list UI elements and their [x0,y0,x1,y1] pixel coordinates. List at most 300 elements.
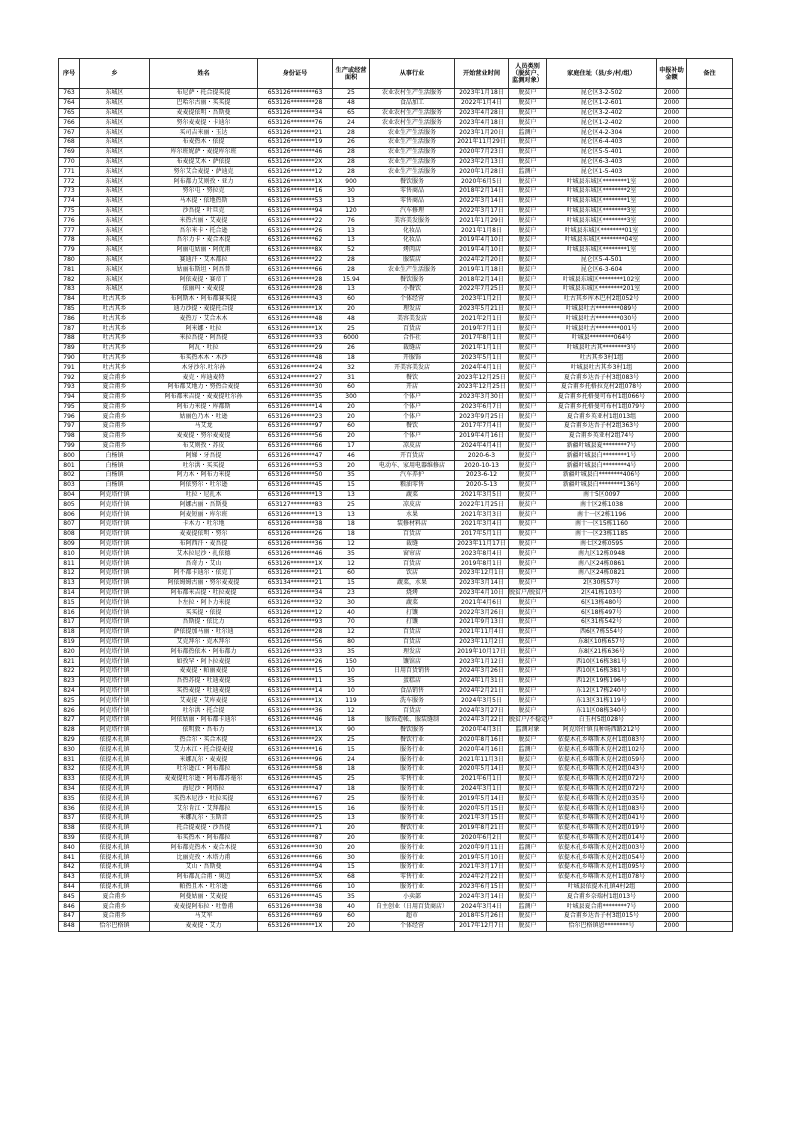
table-row [59,696,733,706]
table-cell: 叶城县东城区********04室 [547,235,657,245]
table-cell: 东11区08栋340号 [547,706,657,716]
table-cell: 百货店 [370,627,455,637]
table-cell: 白杨镇 [80,461,150,471]
table-cell: 超市 [370,911,455,921]
table-cell [687,510,733,520]
table-cell: 2000 [657,451,687,461]
table-cell: 打馕 [370,608,455,618]
table-cell: 水果 [370,510,455,520]
table-cell: 809 [59,539,80,549]
table-cell: 2000 [657,882,687,892]
table-cell: 阿瓦・吐拉 [150,343,258,353]
table-cell [687,764,733,774]
table-cell: 依提木孔乡喀斯木克村2组054号 [547,853,657,863]
table-cell: 120 [333,206,370,216]
table-cell: 东城区 [80,284,150,294]
table-cell: 771 [59,167,80,177]
table-cell: 60 [333,569,370,579]
table-cell: 夏合甫乡 [80,902,150,912]
table-cell: 20 [333,921,370,931]
table-cell: 服务行业 [370,833,455,843]
table-cell: 阿依努尔・吐尔逊 [150,480,258,490]
table-cell: 服务行业 [370,862,455,872]
table-cell: 2000 [657,598,687,608]
table-cell: 阿布都瓦合甫・奥迈 [150,872,258,882]
table-cell: 馕馆店 [370,657,455,667]
table-row [59,686,733,696]
table-cell: 蔬菜 [370,598,455,608]
table-cell: 托合提麦提・沙吾提 [150,823,258,833]
table-cell: 阿克塔什镇 [80,539,150,549]
table-cell: 阿依麦提・赛帝丁 [150,275,258,285]
table-cell [687,422,733,432]
table-cell: 脱贫户 [509,911,547,921]
table-cell: 脱贫户 [509,294,547,304]
table-cell: 796 [59,412,80,422]
table-cell: 2000 [657,706,687,716]
table-cell: 餐饮服务 [370,725,455,735]
table-cell: 依提木孔镇 [80,745,150,755]
table-cell: 昆仑区5-5-401 [547,147,657,157]
table-cell: 依提木孔镇 [80,823,150,833]
table-cell: 2000 [657,422,687,432]
table-cell: 南七区2栋0595 [547,539,657,549]
table-cell: 2020年1月28日 [455,167,509,177]
table-cell: 772 [59,177,80,187]
table-cell: 787 [59,324,80,334]
table-row [59,569,733,579]
table-cell: 20 [333,412,370,422]
table-cell: 60 [333,911,370,921]
table-cell: 阿克塔什镇良种场西路212号 [547,725,657,735]
table-cell: 脱贫户 [509,255,547,265]
table-cell [687,892,733,902]
table-cell: 农业农村生产生活服务 [370,108,455,118]
table-cell [687,382,733,392]
table-cell: 阿娣・牙吾提 [150,451,258,461]
table-cell: 窗帘店 [370,549,455,559]
table-cell: 脱贫户 [509,794,547,804]
table-cell: 653126********45 [258,774,333,784]
table-row [59,265,733,275]
table-cell [687,872,733,882]
table-cell: 2000 [657,402,687,412]
table-cell: 2000 [657,284,687,294]
table-cell: 770 [59,157,80,167]
table-cell: 阿克塔什镇 [80,520,150,530]
table-cell: 脱贫户 [509,667,547,677]
table-cell: 夏合甫乡托格曼可布村1组066号 [547,392,657,402]
table-cell: 脱贫户 [509,559,547,569]
table-cell: 35 [333,647,370,657]
table-row [59,510,733,520]
table-cell: 依提木孔镇 [80,882,150,892]
table-cell: 米娜瓦尔・麦麦提 [150,755,258,765]
table-cell: 艾克拜尔・克木拜尔 [150,637,258,647]
table-row [59,667,733,677]
table-cell: 自主创业（日用百货商店） [370,902,455,912]
table-cell: 麦麦提吐尔逊・阿布都苏毫尔 [150,774,258,784]
table-cell [687,235,733,245]
table-cell: 零售行业 [370,872,455,882]
table-cell: 餐饮 [370,373,455,383]
table-cell: 阿克塔什镇 [80,647,150,657]
table-cell: 南十区2栋1038 [547,500,657,510]
table-cell: 叶城县东城区********3室 [547,206,657,216]
table-cell: 叶城县东城区********1室 [547,196,657,206]
table-row [59,167,733,177]
table-cell: 653126********94 [258,862,333,872]
table-cell: 653126********15 [258,667,333,677]
table-cell: 服务行业 [370,764,455,774]
table-cell: 东城区 [80,265,150,275]
table-cell: 788 [59,333,80,343]
table-cell: 2018年2月14日 [455,275,509,285]
table-cell: 脱贫户 [509,627,547,637]
table-cell: 叶城县吐古********089号 [547,304,657,314]
table-cell [687,431,733,441]
table-cell: 25 [333,735,370,745]
table-cell: 18 [333,353,370,363]
table-cell [687,569,733,579]
table-cell: 802 [59,471,80,481]
table-cell: 2000 [657,745,687,755]
table-cell: 2023年11月17日 [455,539,509,549]
table-cell: 18 [333,529,370,539]
table-cell: 脱贫户 [509,529,547,539]
table-cell [687,725,733,735]
table-cell: 6区31栋542号 [547,618,657,628]
table-cell: 阿布都米吉提・吐拉麦提 [150,588,258,598]
table-cell: 脱贫户 [509,353,547,363]
table-cell: 西10区16栋381号 [547,657,657,667]
table-cell: 布阿西汗・麦吾提 [150,539,258,549]
table-cell: 13 [333,813,370,823]
table-cell: 吐古其乡 [80,353,150,363]
table-cell: 监测户 [509,902,547,912]
table-cell: 脱贫户 [509,216,547,226]
table-cell: 842 [59,862,80,872]
table-cell: 13 [333,235,370,245]
table-cell [687,902,733,912]
table-cell: 811 [59,559,80,569]
table-row [59,853,733,863]
table-cell: 白杨镇 [80,451,150,461]
table-row [59,89,733,99]
table-cell: 阿克塔什镇 [80,667,150,677]
table-cell: 653126********29 [258,343,333,353]
table-cell: 2000 [657,588,687,598]
table-cell: 农业生产生活服务 [370,137,455,147]
table-cell: 6000 [333,333,370,343]
table-cell: 新疆叶城县夏********7号 [547,441,657,451]
table-cell: 2000 [657,902,687,912]
table-cell: 838 [59,823,80,833]
table-cell: 木牙沙尔.吐尔孙 [150,363,258,373]
table-cell: 653126********1X [258,696,333,706]
table-cell: 2023年6月15日 [455,882,509,892]
table-cell: 829 [59,735,80,745]
table-cell: 脱贫户 [509,578,547,588]
table-cell: 农业生产生活服务 [370,157,455,167]
table-cell: 脱贫户 [509,422,547,432]
table-cell [687,745,733,755]
table-cell: 2000 [657,804,687,814]
table-cell: 2000 [657,500,687,510]
table-cell: 东城区 [80,226,150,236]
table-row [59,716,733,726]
header-cell: 乡 [80,59,150,89]
table-cell: 2024年3月22日 [455,716,509,726]
table-row [59,324,733,334]
table-cell: 麦麦提・努尔麦麦提 [150,431,258,441]
table-cell: 吐古其乡 [80,333,150,343]
table-cell: 阿克塔什镇 [80,500,150,510]
table-cell: 夏合甫乡 [80,431,150,441]
table-cell: 脱贫户 [509,520,547,530]
table-cell: 艾木拉尼沙・扎依德 [150,549,258,559]
table-row [59,382,733,392]
table-cell: 叶城县吐古********001号 [547,324,657,334]
table-cell: 2000 [657,471,687,481]
table-cell: 布买热木木・木沙 [150,353,258,363]
table-cell: 脱贫户 [509,569,547,579]
table-cell: 31 [333,373,370,383]
table-cell [687,226,733,236]
table-cell: 653126********32 [258,598,333,608]
table-cell: 15 [333,480,370,490]
table-cell: 吾尔米卡・托合逊 [150,226,258,236]
table-cell: 农业农村生产生活服务 [370,89,455,99]
table-cell: 70 [333,618,370,628]
table-cell: 653126********97 [258,422,333,432]
table-cell: 90 [333,725,370,735]
table-cell: 依提木孔乡喀斯木克村2组003号 [547,843,657,853]
table-row [59,784,733,794]
table-cell: 服务行业 [370,755,455,765]
table-cell: 653126********43 [258,294,333,304]
table-cell: 773 [59,186,80,196]
table-row [59,373,733,383]
table-cell: 昆仑区1-5-403 [547,167,657,177]
table-cell: 农业生产生活服务 [370,128,455,138]
table-cell: 脱贫户 [509,647,547,657]
table-cell: 化妆品 [370,226,455,236]
subsidy-table [58,58,733,932]
table-cell: 653126********33 [258,333,333,343]
table-cell: 2区30栋57号 [547,578,657,588]
table-cell: 2000 [657,764,687,774]
table-row [59,294,733,304]
table-cell: 白玉村5组028号 [547,716,657,726]
table-cell: 脱贫户 [509,471,547,481]
table-cell: 2000 [657,667,687,677]
table-cell: 841 [59,853,80,863]
table-cell: 653126********46 [258,716,333,726]
table-cell: 服饰造帐、服装缝制 [370,716,455,726]
table-cell: 米娜瓦尔・玉斯音 [150,813,258,823]
table-cell: 816 [59,608,80,618]
table-cell: 脱贫户 [509,549,547,559]
table-row [59,911,733,921]
table-cell: 18 [333,764,370,774]
table-cell: 2017年7月4日 [455,422,509,432]
table-cell: 815 [59,598,80,608]
table-cell: 653126********38 [258,902,333,912]
table-cell: 南十一区2栋1196 [547,510,657,520]
table-cell: 叶城县东城区********01室 [547,226,657,236]
table-cell: 依提木孔镇 [80,735,150,745]
table-cell: 900 [333,177,370,187]
table-cell: 依提木孔镇 [80,784,150,794]
table-cell: 12 [333,539,370,549]
table-cell [687,696,733,706]
table-cell: 脱贫户 [509,872,547,882]
table-cell: 阿克塔什镇 [80,529,150,539]
table-cell: 2000 [657,549,687,559]
table-cell: 昆仑区1-2-601 [547,98,657,108]
table-cell: 18 [333,716,370,726]
table-cell: 夏合甫乡托格拉克村2组078号 [547,382,657,392]
table-cell: 马艾龙 [150,422,258,432]
table-cell: 653126********66 [258,265,333,275]
table-cell: 汽车修理 [370,206,455,216]
table-row [59,304,733,314]
table-cell: 脱贫户 [509,853,547,863]
table-row [59,235,733,245]
table-cell: 653126********25 [258,813,333,823]
table-cell: 653126********1X [258,559,333,569]
table-cell: 653126********2X [258,157,333,167]
table-row [59,147,733,157]
table-cell: 799 [59,441,80,451]
table-cell: 布麦提艾木・萨依提 [150,157,258,167]
table-cell: 叶城县东城区********201室 [547,284,657,294]
table-cell: 653126********15 [258,804,333,814]
table-cell: 姑丽色乃木・吐逊 [150,412,258,422]
table-cell: 653126********19 [258,137,333,147]
table-row [59,431,733,441]
table-cell: 653126********1X [258,725,333,735]
table-cell: 东城区 [80,118,150,128]
table-cell: 阿克塔什镇 [80,598,150,608]
table-cell [687,451,733,461]
table-cell: 脱贫户 [509,118,547,128]
table-cell [687,177,733,187]
table-cell: 653126********2X [258,735,333,745]
table-cell: 夏合甫乡 [80,441,150,451]
table-cell: 2000 [657,265,687,275]
table-cell: 脱贫户 [509,431,547,441]
table-cell: 服务行业 [370,804,455,814]
table-cell: 2021年4月6日 [455,598,509,608]
table-cell: 15 [333,578,370,588]
table-cell [687,471,733,481]
table-cell: 2024年1月31日 [455,676,509,686]
table-cell: 个体经营 [370,921,455,931]
table-cell: 2000 [657,637,687,647]
table-row [59,794,733,804]
table-cell: 叶城县吐古其********3号 [547,343,657,353]
table-cell: 150 [333,657,370,667]
table-cell: 南十一区23栋1185 [547,529,657,539]
table-cell: 吐古其乡库木巴村2组052号 [547,294,657,304]
table-cell: 844 [59,882,80,892]
table-cell: 653126********30 [258,843,333,853]
table-cell: 脱贫户 [509,598,547,608]
table-cell: 2023年1月18日 [455,89,509,99]
table-cell [687,157,733,167]
table-cell: 脱贫户 [509,490,547,500]
table-cell: 795 [59,402,80,412]
table-cell: 迪力沙提・麦提托合提 [150,304,258,314]
table-cell: 2000 [657,784,687,794]
table-cell: 2000 [657,382,687,392]
table-cell: 653126********28 [258,284,333,294]
table-cell: 脱贫户 [509,186,547,196]
table-cell: 23 [333,588,370,598]
table-cell: 开百货店 [370,451,455,461]
table-cell: 依提木孔镇 [80,813,150,823]
table-cell: 784 [59,294,80,304]
table-cell: 653126********96 [258,755,333,765]
table-cell: 653126********26 [258,657,333,667]
table-cell: 653126********67 [258,794,333,804]
table-cell: 10 [333,686,370,696]
table-cell: 2000 [657,461,687,471]
table-cell: 2024年3月14日 [455,892,509,902]
table-cell: 依提木孔乡喀斯木克村1组083号 [547,735,657,745]
table-cell: 818 [59,627,80,637]
table-row [59,627,733,637]
table-cell: 南十一区15栋1160 [547,520,657,530]
table-cell: 叶城县东城区********1室 [547,177,657,187]
table-row [59,216,733,226]
table-cell: 夏合甫乡托格曼可布村1组079号 [547,402,657,412]
table-cell: 832 [59,764,80,774]
table-cell: 40 [333,608,370,618]
table-cell: 阿曼姑丽・艾麦提 [150,892,258,902]
table-cell [687,774,733,784]
table-cell: 阿克塔什镇 [80,676,150,686]
table-cell: 13 [333,510,370,520]
table-cell: 2000 [657,539,687,549]
table-cell [687,882,733,892]
table-cell: 服务行业 [370,745,455,755]
table-cell: 30 [333,598,370,608]
table-cell: 835 [59,794,80,804]
table-cell: 服务行业 [370,843,455,853]
table-cell: 东城区 [80,186,150,196]
table-cell: 布麦热木・依提 [150,137,258,147]
table-cell: 南十5区0097 [547,490,657,500]
table-cell: 脱贫户 [509,882,547,892]
table-cell: 10 [333,882,370,892]
table-cell: 农业生产生活服务 [370,265,455,275]
table-cell: 东城区 [80,167,150,177]
table-cell: 餐饮行业 [370,735,455,745]
table-cell: 2022年1月4日 [455,98,509,108]
table-row [59,647,733,657]
table-cell: 48 [333,314,370,324]
table-cell: 2000 [657,843,687,853]
table-cell: 叶城县东城区********2室 [547,186,657,196]
table-cell: 2023年1月12日 [455,657,509,667]
table-cell: 17 [333,441,370,451]
table-cell: 653126********22 [258,216,333,226]
table-cell: 10 [333,667,370,677]
table-cell [687,128,733,138]
